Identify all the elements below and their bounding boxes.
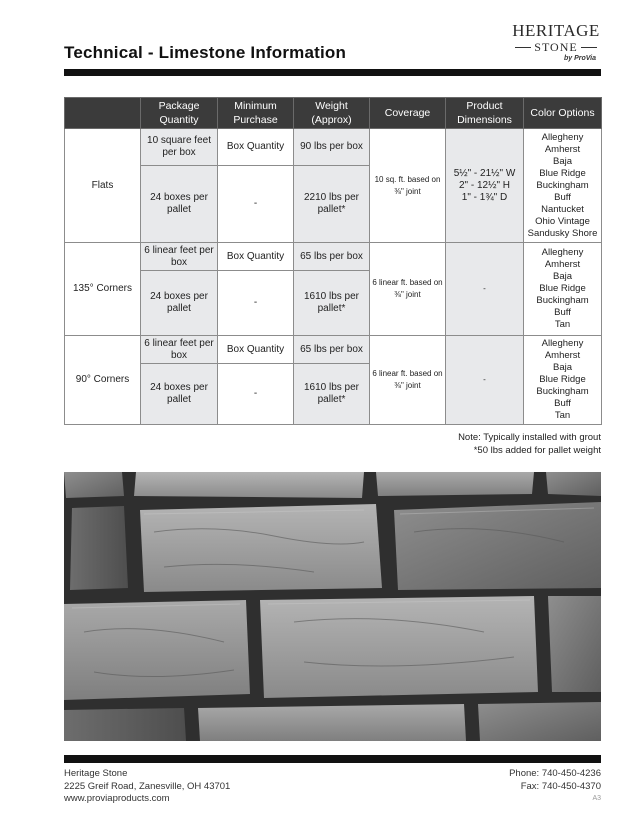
color-option: Blue Ridge (539, 374, 586, 385)
header-product-dimensions: Product Dimensions (446, 98, 524, 129)
logo-line-1: HERITAGE (512, 21, 600, 40)
flats-package-box: 10 square feet per box (141, 129, 218, 166)
corners135-minimum-box: Box Quantity (218, 243, 294, 271)
limestone-spec-table (64, 97, 602, 425)
color-option: Nantucket (541, 203, 584, 215)
corners135-package-box: 6 linear feet per box (141, 243, 218, 271)
flats-dimension-height: 2" - 12½" H (458, 179, 510, 191)
color-option: Amherst (544, 143, 581, 155)
note-grout: Note: Typically installed with grout (458, 432, 601, 443)
footer-fax: Fax: 740-450-4370 (520, 780, 601, 792)
flats-minimum-pallet: - (218, 166, 294, 243)
footer-contact-block (509, 768, 601, 806)
header-coverage: Coverage (370, 98, 446, 129)
logo-bar-right (581, 47, 597, 48)
logo-line-3: by ProVia (563, 55, 596, 62)
color-option: Allegheny (541, 338, 584, 349)
table-row-135-corners-box (65, 243, 602, 271)
corners90-minimum-box: Box Quantity (218, 336, 294, 364)
color-option: Tan (554, 319, 571, 330)
color-option: Ohio Vintage (535, 215, 590, 227)
color-option: Tan (554, 410, 571, 421)
color-option: Allegheny (541, 131, 584, 143)
header-rule (64, 69, 601, 76)
page-number: A3 (592, 795, 601, 802)
corners90-package-pallet: 24 boxes per pallet (141, 364, 218, 425)
flats-minimum-box: Box Quantity (218, 129, 294, 166)
flats-weight-box: 90 lbs per box (294, 129, 370, 166)
corners90-color-options (524, 336, 602, 425)
footer-rule (64, 755, 601, 763)
page-title: Technical - Limestone Information (64, 43, 347, 62)
header-blank (65, 98, 141, 129)
table-header-row (65, 98, 602, 129)
color-option: Buckingham (536, 179, 589, 191)
flats-dimensions (446, 129, 524, 243)
color-option: Buff (554, 191, 571, 203)
color-option: Blue Ridge (539, 167, 586, 179)
corners90-dimensions: - (446, 336, 524, 425)
logo-line-2-row (510, 40, 602, 55)
corners135-minimum-pallet: - (218, 271, 294, 336)
color-option: Buckingham (536, 386, 589, 397)
flats-color-options (524, 129, 602, 243)
corners90-weight-box: 65 lbs per box (294, 336, 370, 364)
color-option: Baja (552, 362, 572, 373)
table-notes (458, 432, 601, 457)
color-option: Buff (554, 398, 571, 409)
row-label-flats: Flats (65, 129, 141, 243)
corners90-coverage: 6 linear ft. based on ⅜" joint (370, 336, 446, 425)
color-option: Buff (554, 307, 571, 318)
note-pallet-weight: *50 lbs added for pallet weight (473, 444, 601, 456)
logo-bar-left (515, 47, 531, 48)
header-package-quantity: Package Quantity (141, 98, 218, 129)
footer-phone: Phone: 740-450-4236 (509, 768, 601, 779)
table-row-flats-box (65, 129, 602, 166)
heritage-stone-logo (510, 22, 602, 63)
corners135-coverage: 6 linear ft. based on ⅜" joint (370, 243, 446, 336)
flats-dimension-depth: 1" - 1¾" D (461, 191, 508, 203)
footer-address: 2225 Greif Road, Zanesville, OH 43701 (64, 780, 231, 792)
logo-line-2: STONE (534, 40, 578, 54)
limestone-wall-image (64, 472, 601, 741)
corners90-package-box: 6 linear feet per box (141, 336, 218, 364)
flats-package-pallet: 24 boxes per pallet (141, 166, 218, 243)
table-row-90-corners-box (65, 336, 602, 364)
footer-company: Heritage Stone (64, 768, 128, 779)
corners135-dimensions: - (446, 243, 524, 336)
color-option: Amherst (544, 350, 581, 361)
color-option: Blue Ridge (539, 283, 586, 294)
header-weight: Weight (Approx) (294, 98, 370, 129)
limestone-photo (64, 472, 601, 741)
corners135-weight-pallet: 1610 lbs per pallet* (294, 271, 370, 336)
row-label-135-corners: 135° Corners (65, 243, 141, 336)
color-option: Allegheny (541, 247, 584, 258)
corners90-weight-pallet: 1610 lbs per pallet* (294, 364, 370, 425)
color-option: Baja (552, 155, 572, 167)
corners135-weight-box: 65 lbs per box (294, 243, 370, 271)
footer-address-block (64, 768, 230, 806)
corners135-color-options (524, 243, 602, 336)
color-option: Buckingham (536, 295, 589, 306)
color-option: Sandusky Shore (527, 227, 598, 239)
header-color-options: Color Options (524, 98, 602, 129)
header-minimum-purchase: Minimum Purchase (218, 98, 294, 129)
color-option: Baja (552, 271, 572, 282)
corners90-minimum-pallet: - (218, 364, 294, 425)
row-label-90-corners: 90° Corners (65, 336, 141, 425)
flats-weight-pallet: 2210 lbs per pallet* (294, 166, 370, 243)
corners135-package-pallet: 24 boxes per pallet (141, 271, 218, 336)
flats-dimension-width: 5½" - 21½" W (453, 167, 516, 179)
flats-coverage: 10 sq. ft. based on ⅜" joint (370, 129, 446, 243)
footer-website-link[interactable]: www.proviaproducts.com (64, 793, 170, 804)
color-option: Amherst (544, 259, 581, 270)
